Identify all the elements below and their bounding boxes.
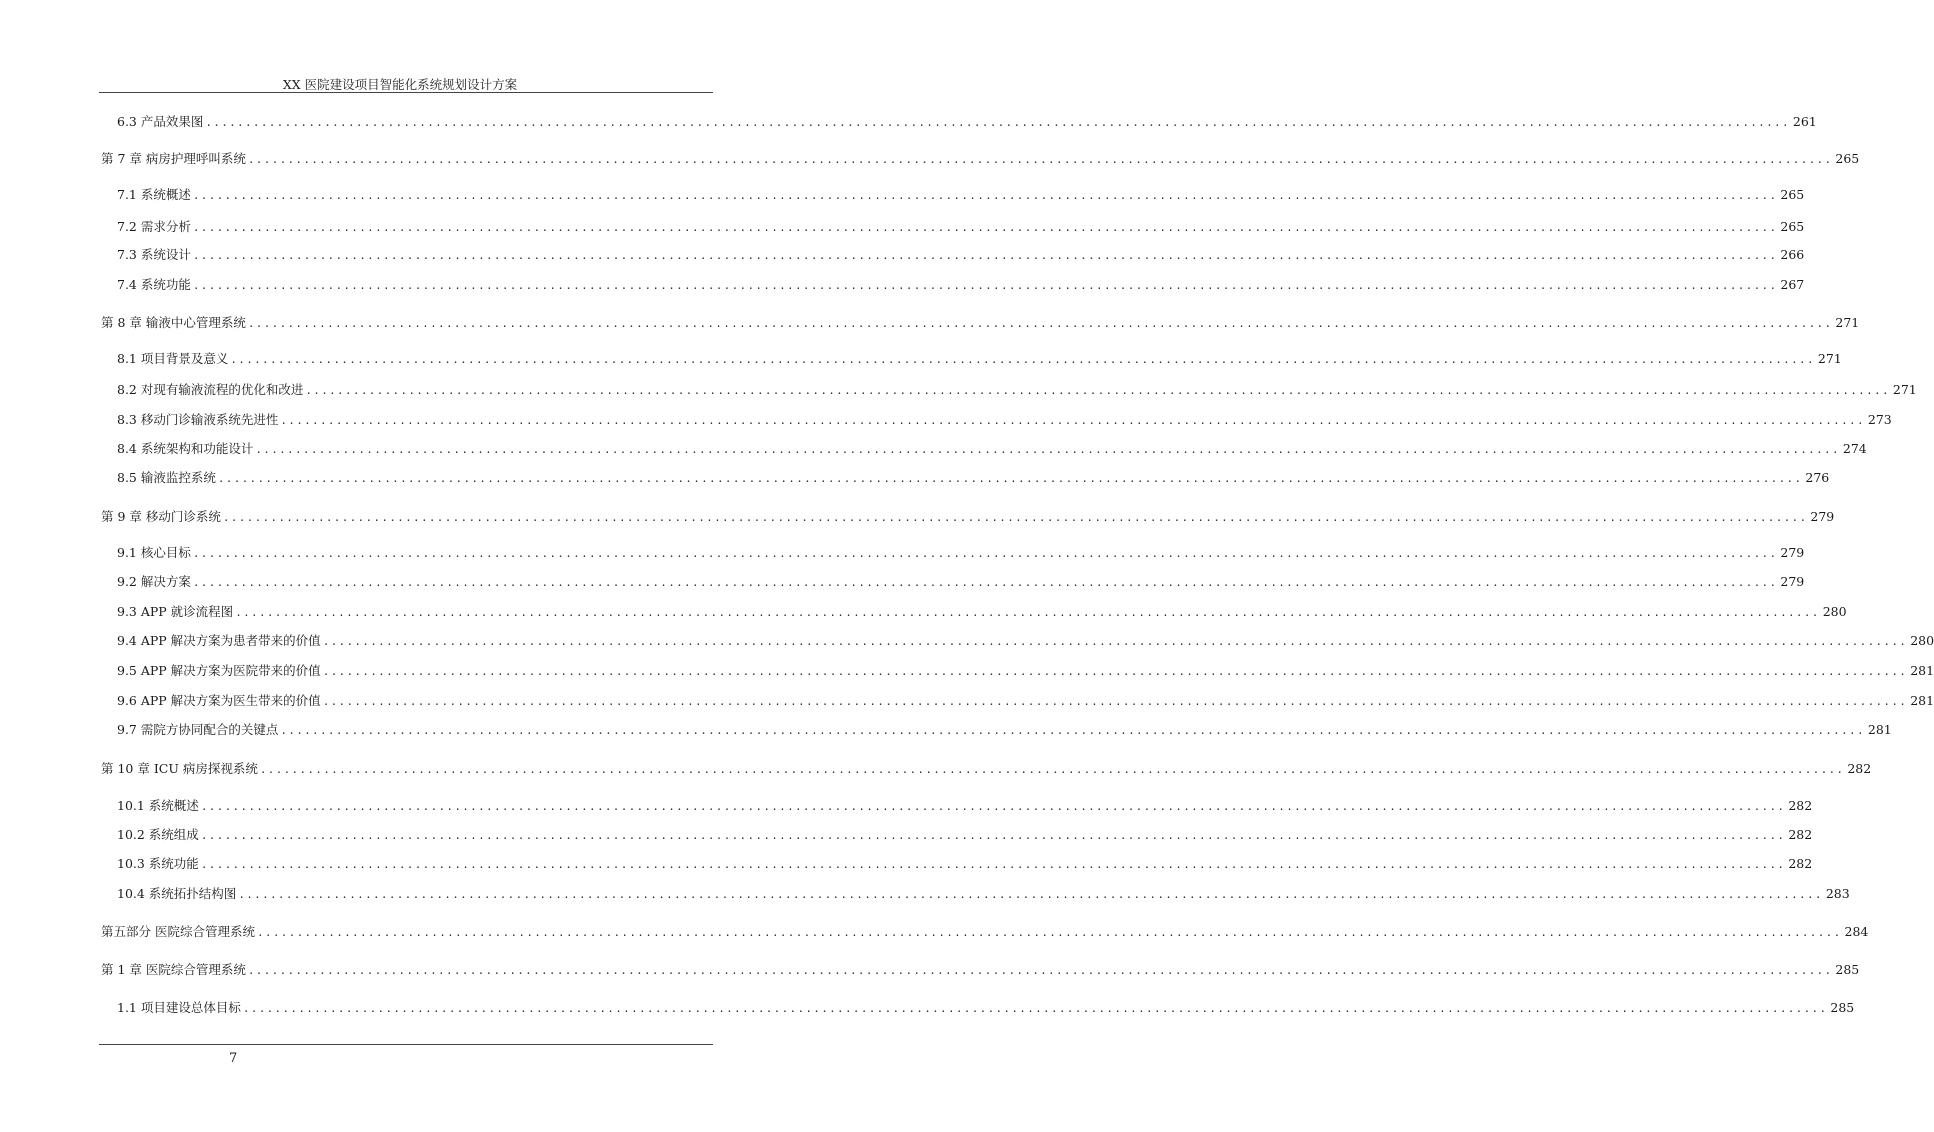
- toc-dot-leader: ........................................................................................................................................................................................................: [322, 635, 1908, 648]
- toc-entry-label: 9.6 APP 解决方案为医生带来的价值: [117, 693, 321, 708]
- toc-dot-leader: ........................................................................................................................................................................................................: [255, 443, 1840, 456]
- toc-entry-page: 271: [1892, 382, 1917, 397]
- toc-section-entry[interactable]: [117, 573, 1805, 591]
- toc-dot-leader: ........................................................................................................................................................................................................: [247, 964, 1833, 977]
- toc-entry-label: 7.1 系统概述: [117, 187, 191, 202]
- toc-dot-leader: ........................................................................................................................................................................................................: [256, 926, 1842, 939]
- toc-entry-label: 第 8 章 输液中心管理系统: [101, 315, 246, 330]
- toc-entry-label: 9.7 需院方协同配合的关键点: [117, 722, 279, 737]
- toc-entry-page: 282: [1788, 827, 1813, 842]
- toc-section-entry[interactable]: [117, 603, 1847, 621]
- toc-dot-leader: ........................................................................................................................................................................................................: [192, 221, 1778, 234]
- toc-entry-label: 第五部分 医院综合管理系统: [101, 924, 255, 939]
- toc-entry-page: 273: [1867, 412, 1892, 427]
- toc-entry-label: 第 9 章 移动门诊系统: [101, 509, 221, 524]
- toc-dot-leader: ........................................................................................................................................................................................................: [235, 606, 1820, 619]
- toc-section-entry[interactable]: [117, 692, 1934, 710]
- toc-dot-leader: ........................................................................................................................................................................................................: [230, 353, 1815, 366]
- toc-entry-page: 281: [1910, 663, 1934, 678]
- toc-dot-leader: ........................................................................................................................................................................................................: [192, 547, 1778, 560]
- toc-dot-leader: ........................................................................................................................................................................................................: [200, 800, 1786, 813]
- toc-entry-page: 276: [1805, 470, 1830, 485]
- toc-section-entry[interactable]: [117, 662, 1934, 680]
- toc-entry-page: 265: [1780, 187, 1805, 202]
- toc-entry-page: 267: [1780, 277, 1805, 292]
- toc-entry-label: 9.2 解决方案: [117, 574, 191, 589]
- toc-dot-leader: ........................................................................................................................................................................................................: [200, 858, 1786, 871]
- toc-entry-label: 8.1 项目背景及意义: [117, 351, 229, 366]
- toc-entry-label: 7.2 需求分析: [117, 219, 191, 234]
- toc-entry-page: 261: [1792, 114, 1817, 129]
- toc-chapter-entry[interactable]: [101, 150, 1860, 168]
- toc-entry-label: 8.4 系统架构和功能设计: [117, 441, 254, 456]
- toc-dot-leader: ........................................................................................................................................................................................................: [247, 153, 1833, 166]
- toc-entry-label: 8.3 移动门诊输液系统先进性: [117, 412, 279, 427]
- toc-entry-page: 285: [1830, 1000, 1855, 1015]
- toc-section-entry[interactable]: [117, 276, 1805, 294]
- document-title: XX 医院建设项目智能化系统规划设计方案: [282, 77, 518, 92]
- toc-entry-page: 281: [1910, 693, 1934, 708]
- toc-dot-leader: ........................................................................................................................................................................................................: [280, 414, 1865, 427]
- toc-entry-label: 9.4 APP 解决方案为患者带来的价值: [117, 633, 321, 648]
- toc-entry-page: 280: [1822, 604, 1847, 619]
- toc-dot-leader: ........................................................................................................................................................................................................: [259, 763, 1845, 776]
- toc-section-entry[interactable]: [117, 440, 1867, 458]
- toc-dot-leader: ........................................................................................................................................................................................................: [247, 317, 1833, 330]
- toc-entry-page: 284: [1844, 924, 1869, 939]
- toc-dot-leader: ........................................................................................................................................................................................................: [322, 695, 1908, 708]
- toc-section-entry[interactable]: [117, 113, 1817, 131]
- toc-section-entry[interactable]: [117, 381, 1917, 399]
- toc-entry-label: 8.2 对现有输液流程的优化和改进: [117, 382, 304, 397]
- toc-chapter-entry[interactable]: [101, 760, 1872, 778]
- header-divider: [99, 92, 713, 93]
- toc-entry-page: 282: [1788, 856, 1813, 871]
- toc-section-entry[interactable]: [117, 411, 1892, 429]
- toc-entry-label: 10.2 系统组成: [117, 827, 199, 842]
- toc-dot-leader: ........................................................................................................................................................................................................: [217, 472, 1803, 485]
- toc-entry-page: 282: [1788, 798, 1813, 813]
- page-number: 7: [229, 1051, 238, 1066]
- toc-section-entry[interactable]: [117, 632, 1934, 650]
- toc-entry-page: 279: [1810, 509, 1835, 524]
- toc-dot-leader: ........................................................................................................................................................................................................: [238, 888, 1823, 901]
- toc-section-entry[interactable]: [117, 826, 1813, 844]
- toc-dot-leader: ........................................................................................................................................................................................................: [280, 724, 1865, 737]
- toc-section-entry[interactable]: [117, 885, 1850, 903]
- toc-entry-page: 285: [1835, 962, 1860, 977]
- toc-chapter-entry[interactable]: [101, 923, 1869, 941]
- toc-section-entry[interactable]: [117, 855, 1813, 873]
- toc-dot-leader: ........................................................................................................................................................................................................: [192, 249, 1778, 262]
- toc-dot-leader: ........................................................................................................................................................................................................: [305, 384, 1890, 397]
- toc-entry-page: 279: [1780, 574, 1805, 589]
- toc-entry-page: 283: [1825, 886, 1850, 901]
- toc-entry-page: 271: [1835, 315, 1860, 330]
- toc-section-entry[interactable]: [117, 999, 1855, 1017]
- toc-entry-page: 282: [1847, 761, 1872, 776]
- toc-section-entry[interactable]: [117, 218, 1805, 236]
- toc-section-entry[interactable]: [117, 797, 1813, 815]
- toc-dot-leader: ........................................................................................................................................................................................................: [322, 665, 1908, 678]
- toc-entry-page: 274: [1842, 441, 1867, 456]
- toc-entry-label: 第 10 章 ICU 病房探视系统: [101, 761, 258, 776]
- toc-entry-label: 10.1 系统概述: [117, 798, 199, 813]
- toc-entry-page: 280: [1910, 633, 1934, 648]
- toc-entry-label: 8.5 输液监控系统: [117, 470, 216, 485]
- toc-section-entry[interactable]: [117, 186, 1805, 204]
- toc-entry-label: 9.1 核心目标: [117, 545, 191, 560]
- toc-dot-leader: ........................................................................................................................................................................................................: [222, 511, 1808, 524]
- toc-section-entry[interactable]: [117, 350, 1842, 368]
- toc-entry-page: 271: [1817, 351, 1842, 366]
- toc-entry-page: 279: [1780, 545, 1805, 560]
- toc-dot-leader: ........................................................................................................................................................................................................: [192, 189, 1778, 202]
- toc-entry-label: 7.3 系统设计: [117, 247, 191, 262]
- toc-section-entry[interactable]: [117, 721, 1892, 739]
- toc-entry-label: 6.3 产品效果图: [117, 114, 204, 129]
- toc-section-entry[interactable]: [117, 246, 1805, 264]
- toc-section-entry[interactable]: [117, 544, 1805, 562]
- toc-entry-label: 10.3 系统功能: [117, 856, 199, 871]
- toc-entry-label: 9.5 APP 解决方案为医院带来的价值: [117, 663, 321, 678]
- toc-entry-label: 9.3 APP 就诊流程图: [117, 604, 234, 619]
- toc-chapter-entry[interactable]: [101, 314, 1860, 332]
- toc-entry-page: 265: [1780, 219, 1805, 234]
- toc-section-entry[interactable]: [117, 469, 1830, 487]
- toc-dot-leader: ........................................................................................................................................................................................................: [205, 116, 1790, 129]
- toc-dot-leader: ........................................................................................................................................................................................................: [242, 1002, 1828, 1015]
- toc-entry-page: 281: [1867, 722, 1892, 737]
- toc-entry-label: 第 7 章 病房护理呼叫系统: [101, 151, 246, 166]
- toc-dot-leader: ........................................................................................................................................................................................................: [192, 576, 1778, 589]
- toc-dot-leader: ........................................................................................................................................................................................................: [192, 279, 1778, 292]
- footer-divider: [99, 1044, 713, 1045]
- toc-entry-label: 第 1 章 医院综合管理系统: [101, 962, 246, 977]
- toc-entry-label: 7.4 系统功能: [117, 277, 191, 292]
- toc-chapter-entry[interactable]: [101, 508, 1835, 526]
- toc-chapter-entry[interactable]: [101, 961, 1860, 979]
- toc-entry-label: 1.1 项目建设总体目标: [117, 1000, 241, 1015]
- toc-entry-page: 266: [1780, 247, 1805, 262]
- toc-dot-leader: ........................................................................................................................................................................................................: [200, 829, 1786, 842]
- toc-entry-label: 10.4 系统拓扑结构图: [117, 886, 237, 901]
- toc-entry-page: 265: [1835, 151, 1860, 166]
